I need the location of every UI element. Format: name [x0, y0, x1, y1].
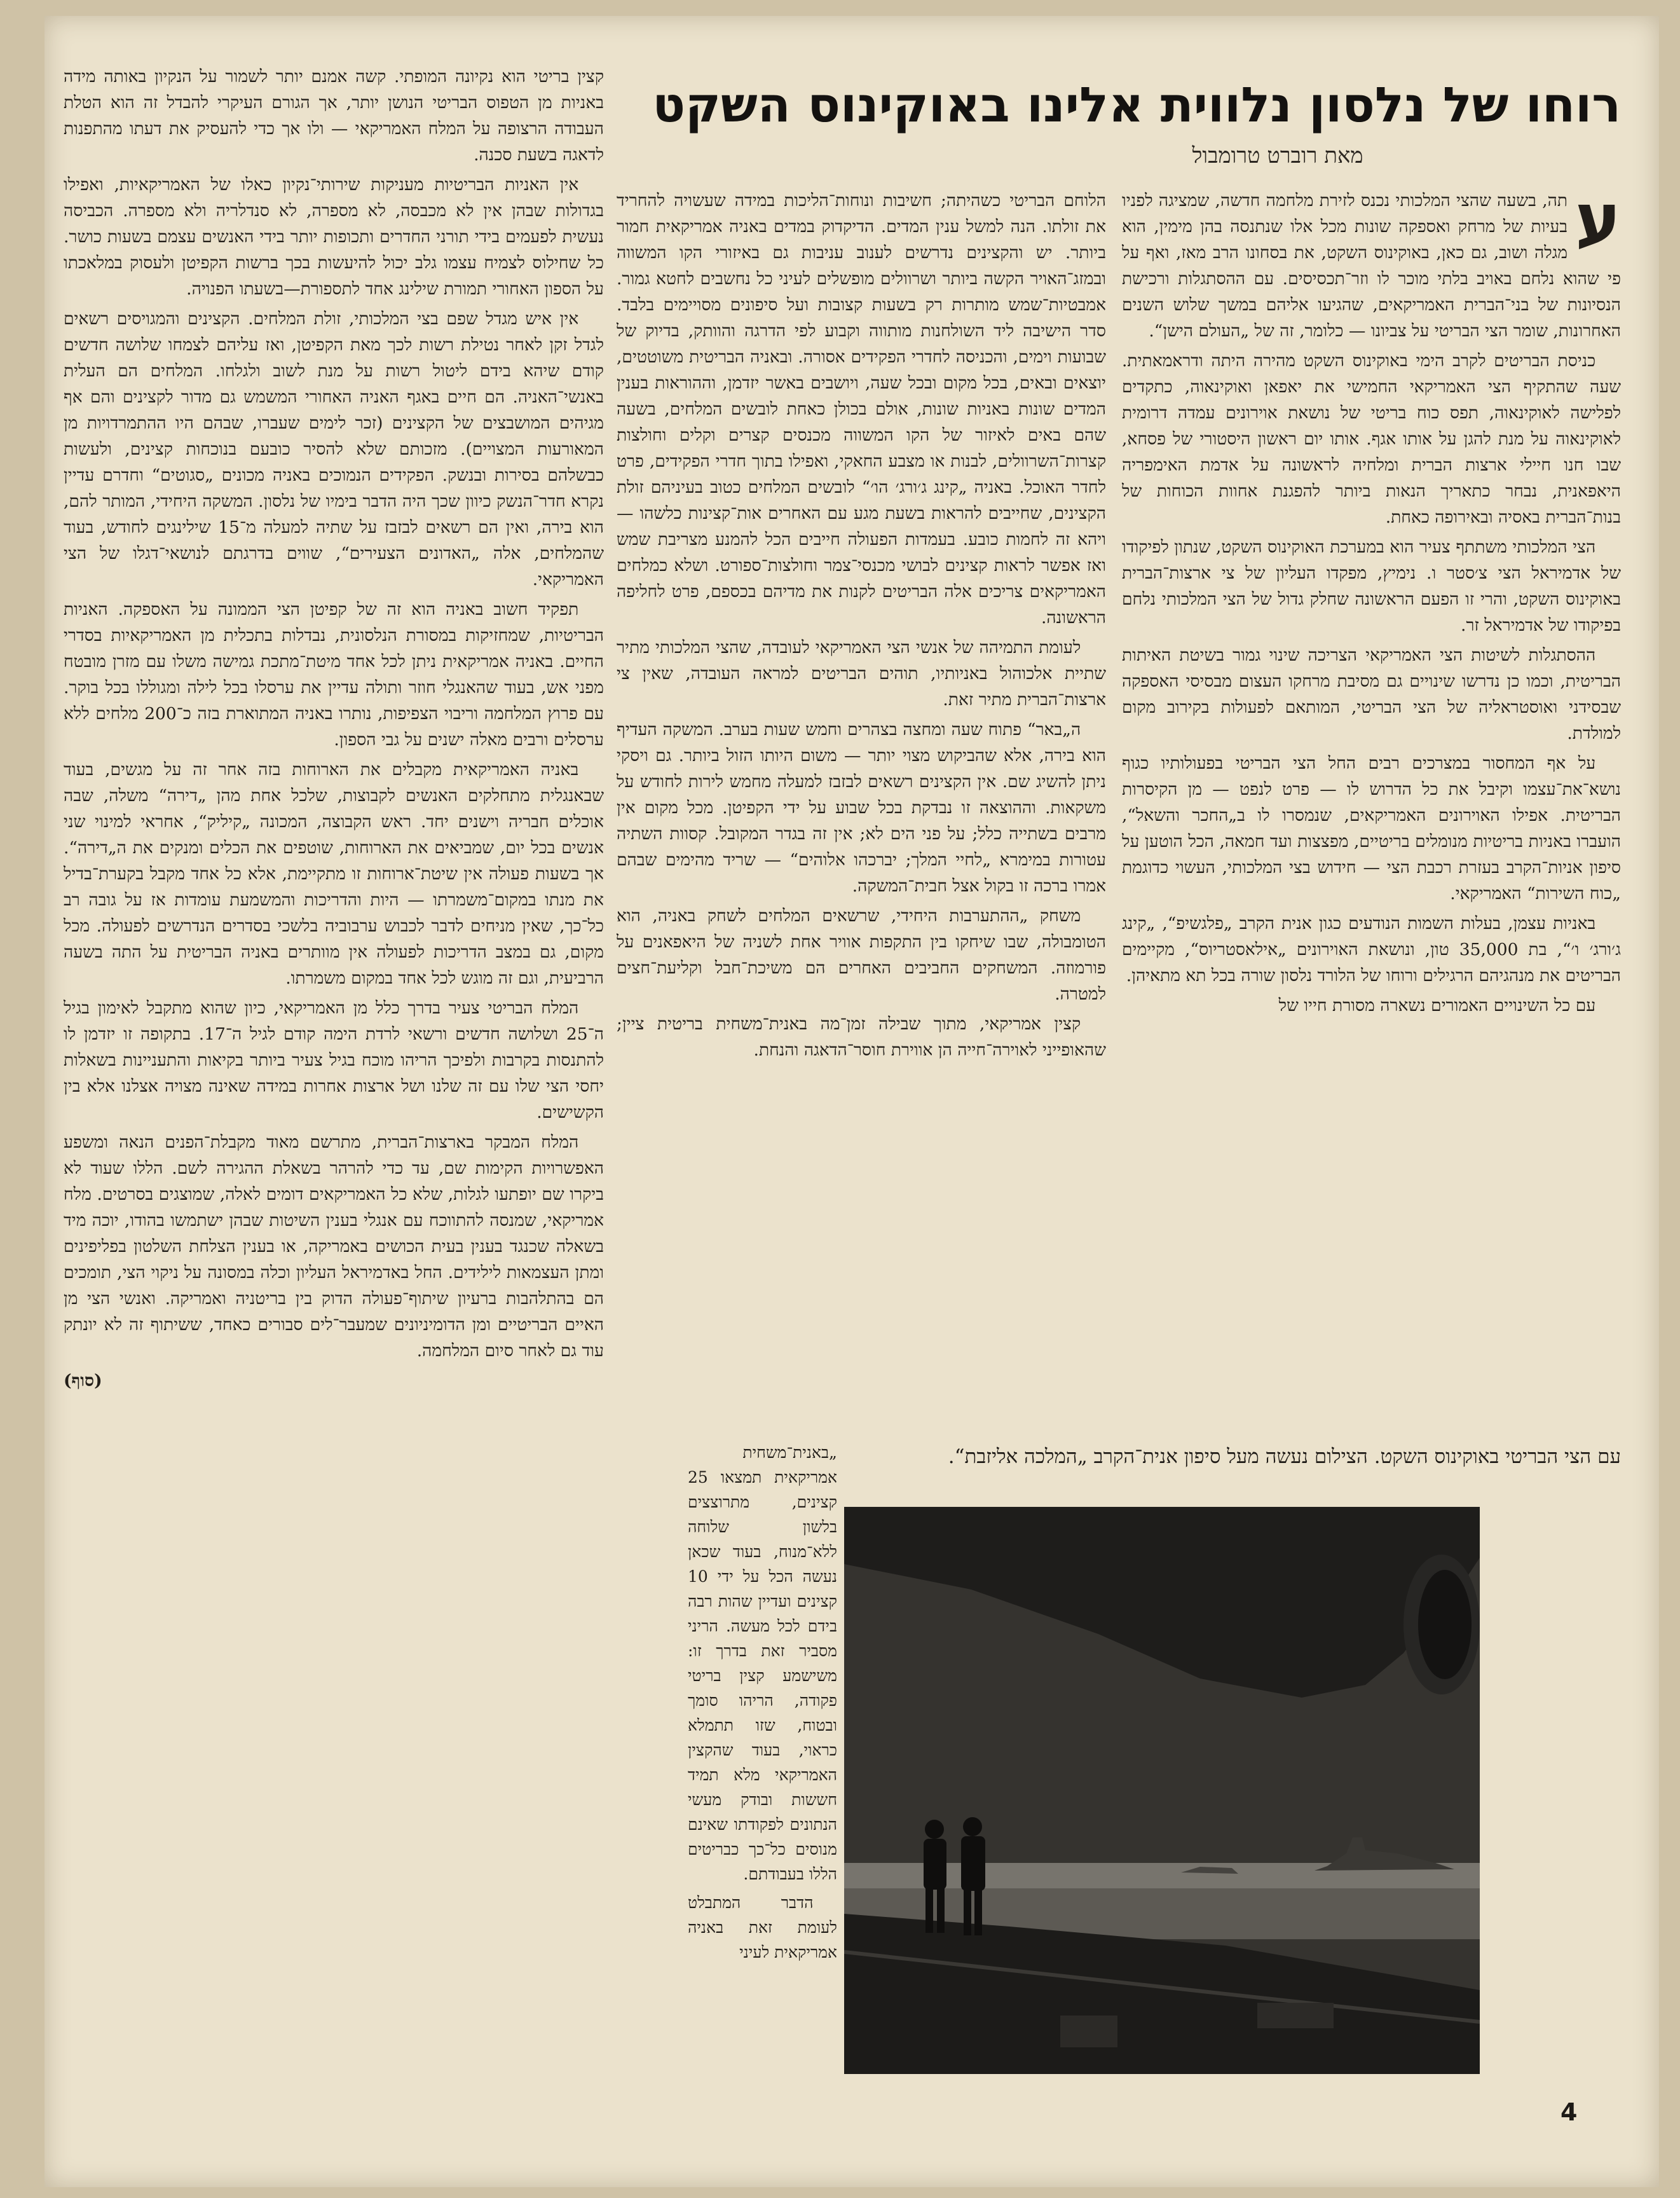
paragraph: הצי המלכותי משתתף צעיר הוא במערכת האוקינוס השקט, שנתון לפיקודו של אדמיראל הצי צ׳סטר ו. נימיץ, מפקדו העליון של צי ארצות־הברית באוקינוס השקט, והרי זו הפעם הראשונה שחלק גדול של הצי המלכותי נלחם בפיקודו של אדמיראל זר. [1122, 537, 1621, 635]
paragraph: באניה האמריקאית מקבלים את הארוחות בזה אחר זה על מגשים, בעוד שבאנגלית מתחלקים האנשים לקבוצות, שלכל אחת מהן „דירה“ משלה, שבה אוכלים חבריה וישנים יחד. ראש הקבוצה, המכונה „קיליק“, אחראי למינוי שני אנשים בכל יום, שמביאים את הארוחות, שוטפים את הכלים ומנקים את ה„דירה“. אך בשעות פעולה אין שיטת־ארוחות זו מתקיימת, אלא כל אחד מקבל בקערת־בדיל את מנתו במקום־משמרתו — היות והדריכות והמשמעת עומדות אז על גובה רב כל־כך, שאין מניחים לדבר לכבוש ערבוביה בלשכי בסדרים הנדרשים לפעולה. מכל מקום, גם במצב הדריכות לפעולה אין מוותרים באניה הבריטית על התה בשעה הרביעית, וגם זה מוגש לכל אחד במקום משמרתו. [64, 760, 604, 988]
warship-photo [844, 1507, 1480, 2074]
column-narrow [688, 1440, 837, 2082]
end-mark: (סוף) [64, 1371, 102, 1391]
paragraph: הלוחם הבריטי כשהיתה; חשיבות ונוחות־הליכות במידה שעשויה להחריד את זולתו. הנה למשל ענין המדים. הדיקדוק במדים באניה אמריקאית חמור ביותר. יש והקצינים נדרשים לענוב עניבות גם באיזורי הקו המשווה ובמזג־האויר הקשה ביותר ושרוולים מופשלים לעיני כל נחשבים לחטא גמור. אמבטיות־שמש מותרות רק בשעות קצובות ועל סיפונים מסויימים בלבד. סדר הישיבה ליד השולחנות מותווה וקבוע לפי הדרגה והוותק, בדיוק של שבועות וימים, והכניסה לחדרי הפקידים אסורה. ובאניה הבריטית משוטטים, יוצאים ובאים, בכל מקום ובכל שעה, ויושבים באשר יזדמן, וההוראות בענין המדים שונות באניות שונות, אולם בכולן כאחת לובשים המלחים, בשעה שהם באים לאיזור של הקו המשווה מכנסים קצרים וקלים וחולצות קצרות־השרוולים, לבנות או מצבע החאקי, ואפילו בתוך חדרי הפקידים, פרט לחדר האוכל. באניה „קינג ג׳ורג׳ הו׳“ לובשים המלחים כטוב בעיניהם זולת הקצינים, שחייבים להראות בשעת מגע עם האחרים אות־קצינות כלשהו — ויהא זה לחמות כובע. בעמדות הפעולה חייבים הכל להמנע מצריבת שמש ואז אפשר לראות קצינים לבושי מכנסי־צמר וחולצות־ספורט. ושלא כמלחים האמריקאים צריכים אלה הבריטים לקנות את מדיהם בכספם, פרט לחליפה הראשונה. [617, 191, 1106, 628]
page-number: 4 [1560, 2098, 1578, 2126]
paragraph: המלח המבקר בארצות־הברית, מתרשם מאוד מקבלת־הפנים הנאה ומשפע האפשרויות הקימות שם, עד כדי להרהר בשאלת ההגירה לשם. הללו שעוד לא ביקרו שם יופתעו לגלות, שלא כל האמריקאים דומים לאלה, שמוצגים בסרטים. מלח אמריקאי, שמנסה להתווכח עם אנגלי בענין השיטות שבהן ישתמשו בהודו, יוכה מיד בשאלה שכנגד בענין בעית הכושים באמריקה, או בענין הצלחת השלטון בפליפינים ומתן העצמאות לילידים. החל באדמיראל העליון וכלה במסונה על ניקוי הצי, תומכים הם בהתלהבות ברעיון שיתוף־פעולה הדוק בין בריטניה ואמריקה. ואנשי הצי מן האיים הבריטיים ומן הדומיניונים שמעבר־לים סבורים כאחד, ששיתוף זה לא יונתק עוד גם לאחר סיום המלחמה. [64, 1132, 604, 1361]
article-headline: רוחו של נלסון נלווית אלינו באוקינוס השקט [652, 76, 1621, 133]
paragraph: הדבר המתבלט לעומת זאת באניה אמריקאית לעיני [688, 1893, 837, 1961]
paragraph: לעומת התמיהה של אנשי הצי האמריקאי לעובדה, שהצי המלכותי מתיר שתיית אלכוהול באניותיו, תוהים הבריטים למראה העובדה, שאין צי ארצות־הברית מתיר זאת. [617, 638, 1106, 710]
drop-cap: ע [1575, 188, 1621, 259]
paragraph: קצין אמריקאי, מתוך שבילה זמן־מה באנית־משחית בריטית ציין; שהאופייני לאוירה־חייה הן אווירת חוסר־הדאגה והנחת. [617, 1014, 1106, 1060]
paragraph: עם כל השינויים האמורים נשארה מסורת חייו של [1278, 996, 1596, 1015]
paragraph: ההסתגלות לשיטות הצי האמריקאי הצריכה שינוי גמור בשיטת האיתות הבריטית, וכמו כן נדרשו שינויים גם מסיבת מרחקו העצום מבסיסי האספקה שבסידני ואוסטראליה של הצי הבריטי, המותאם לפעולות בקירוב מקום למולדת. [1122, 645, 1621, 743]
paragraph: ע תה, בשעה שהצי המלכותי נכנס לזירת מלחמה חדשה, שמציגה לפניו בעיות של מרחק ואספקה שונות מכל אלו שנתנסה בהן מימין, הוא מגלה ושוב, גם כאן, באוקינוס השקט, את בסחונו הרב מאז, ואף על פי שהוא נלחם באויב בלתי מוכר לו וזר־תכסיסים. עם ההסתגלות ורכישת הנסיונות של בני־הברית האמריקאים, שהגיעו אליהם במשך שלוש השנים האחרונות, שומר הצי הבריטי על צביונו — כלומר, זה של „העולם הישן“. [1122, 188, 1621, 341]
column-right [1122, 188, 1621, 1434]
article-byline: מאת רוברט טרומבול [1192, 143, 1363, 168]
paragraph: על אף המחסור במצרכים רבים החל הצי הבריטי בפעולותיו כגוף נושא־את־עצמו וקיבל את כל הדרוש לו — פרט לנפט — מן הקיסרות הבריטית. אפילו האוירונים האמריקאים, שנמסרו לו ב„החכר והשאל“, הועברו באניות בריטיות מנומלים בריטיים, מפצצות ועד חמאה, הכל הוטען על סיפון אניות־הקרב בעזרת רכבת הצי — חידוש בצי המלכותי, העשוי כדוגמת „כוח השירות“ האמריקאי. [1122, 753, 1621, 903]
paragraph: כניסת הבריטים לקרב הימי באוקינוס השקט מהירה היתה ודראמאתית. שעה שהתקיף הצי האמריקאי החמישי את יאפאן ואוקינאוה, כתקדים לפלישה לאוקינאוה, תפס כוח בריטי של נושאת אוירונים עמדה דרומית לאוקינאוה על מנת להגן על אותו אגף. אותו יום ראשון היסטורי של פסחא, שבו חנו חיילי ארצות הברית ומלחיה לראשונה על אדמת האימפריה היאפאנית, נבחר כתאריך הנאות ביותר להפגנת אחוות הכוחות של בנות־הברית באסיה ובאירופה כאחת. [1122, 351, 1621, 527]
photo-caption: עם הצי הבריטי באוקינוס השקט. הצילום נעשה מעל סיפון אנית־הקרב „המלכה אליזבת“. [948, 1445, 1621, 1468]
paragraph: משחק „ההתערבות היחידי, שרשאים המלחים לשחק באניה, הוא הטומבולה, שבו שיחקו בין התקפות אוויר אחת לשניה של היאפאנים על פורמוזה. המשחקים החביבים האחרים הם משיכת־חבל וקליעת־חצים למטרה. [617, 906, 1106, 1004]
paragraph: תפקיד חשוב באניה הוא זה של קפיטן הצי הממונה על האספקה. האניות הבריטיות, שמחזיקות במסורת הנלסונית, נבדלות בתכלית מן האמריקאיות בסדרי החיים. באניה אמריקאית ניתן לכל אחד מיטת־מתכת גמישה משלו עם מזרן מובטח מפני אש, בעוד שהאנגלי חוזר ותולה עדיין את ערסלו בכל לילה ומגוללו בכל בוקר. עם פרוץ המלחמה וריבוי הצפיפות, נותרו באניה המתוארת בזה כ־200 מלחים ללא ערסלים ורבים מאלה ישנים על גבי הספון. [64, 600, 604, 750]
warship-photo-art [844, 1507, 1480, 2074]
paragraph: קצין בריטי הוא נקיונה המופתי. קשה אמנם יותר לשמור על הנקיון באותה מידה באניות מן הטפוס הבריטי הנושן יותר, אך הגורם העיקרי להבדל זה הוא הטלת העבודה הרצופה על המלח האמריקאי — ולו אך כדי להעסיק את דעתו מהתפנות לדאגה בשעת סכנה. [64, 67, 604, 165]
paragraph: ה„באר“ פתוח שעה ומחצה בצהרים וחמש שעות בערב. המשקה העדיף הוא בירה, אלא שהביקוש מצוי יותר — משום היותו הזול ביותר. גם ויסקי ניתן להשיג שם. אין הקצינים רשאים לבזבז למעלה מחמש לירות לחודש על משקאות. וההוצאה זו נבדקת בכל שבוע על ידי הקפיטן. מכל מקום אין מרבים בשתייה כלל; על פני הים לא; אין זה בגדר המקובל. קסוות השתיה עטורות במימרא „לחיי המלך; יברכהו אלוהים“ — שריד מהימים שבהם אמרו ברכה זו בקול אצל חבית־המשקה. [617, 720, 1106, 896]
paragraph: באניות עצמן, בעלות השמות הנודעים כגון אנית הקרב „פלגשיפ“, „קינג ג׳ורג׳ ו׳“, בת 35,000 טון, ונושאת האוירונים „אילאסטריוס“, מקיימים הבריטים את מנהגיהם הרגילים ורוחו של הלורד נלסון שורה בכל תא מתאיהן. [1122, 914, 1621, 986]
paragraph: אין איש מגדל שפם בצי המלכותי, זולת המלחים. הקצינים והמגויסים רשאים לגדל זקן לאחר נטילת רשות לכך מאת הקפיטן, ואז עליהם לצמחו שלושה חדשים קודם שיהא בידם ליטול רשות על מנת לשוב ולגלחו. המלחים הם העלית באנשי־האניה. הם חיים באגף האניה האחורי המשמש גם מדור לקצינים והם אף מגיהים המושבצים של הקצינים (זכר לימים שעברו, שבהם היו ההתמרדויות מן המאורעות המצויים). מזכותם שלא להסיר כובעם בנוכחות קצינים, ולעשות כבשלהם בסירות ובנשק. הפקידים הנמוכים באניה מכונים „סגוטים“ וחדרם עדיין נקרא חדר־הנשק כיוון שכך היה הדבר בימיו של נלסון. המשקה היחידי, המותר להם, הוא בירה, ואין הם רשאים לבזבז על שתיה למעלה מ־15 שילינגים לחודש, בעוד שהמלחים, אלה „האדונים הצעירים“, שווים בדרגתם לנושאי־דגלו של הצי האמריקאי. [64, 309, 604, 589]
paragraph: המלח הבריטי צעיר בדרך כלל מן האמריקאי, כיון שהוא מתקבל לאימון בגיל ה־25 ושלושה חדשים ורשאי לרדת הימה קודם לגיל ה־17. בתקופה זו יזדמן לו להתנסות בקרבות ולפיכך הריהו מוכח בגיל צעיר ביותר בקיאות והתעניינות בשאלות יחסי הצי שלו עם זה שלנו ושל ארצות אחרות במידה שאינה מצויה אצלנו אלא בין הקשישים. [64, 998, 604, 1122]
paragraph: אין האניות הבריטיות מעניקות שירותי־נקיון כאלו של האמריקאיות, ואפילו בגדולות שבהן אין לא מכבסה, לא מספרה, לא סנדלריה ולא מספרה. הכביסה נעשית לפעמים בידי תורני החדרים ותכופות יותר בידי האנשים עצמם בשעות כושר. כל שחילוס לצמיח עצמו גלב יכול להיעשות בכך ברשות הקפיטן ולעסוק במלאכתו על הספון האחורי תמורת שילינג אחד לתספורת—בשעתו הפנויה. [64, 175, 604, 299]
magazine-page [44, 16, 1659, 2187]
paragraph: „באנית־משחית אמריקאית תמצאו 25 קצינים, מתרוצצים בלשון שלוחה ללא־מנוח, בעוד שכאן נעשה הכל על ידי 10 קצינים ועדיין שהות רבה בידם לכל מעשה. הריני מסביר זאת בדרך זו: משישמע קצין בריטי פקודה, הריהו סומך ובטוח, שזו תתמלא כראוי, בעוד שהקצין האמריקאי מלא תמיד חששות ובודק מעשי הנתונים לפקודתו שאינם מנוסים כל־כך כבריטים הללו בעבודתם. [688, 1443, 837, 1883]
column-left [64, 64, 604, 2124]
column-middle [617, 188, 1106, 1431]
